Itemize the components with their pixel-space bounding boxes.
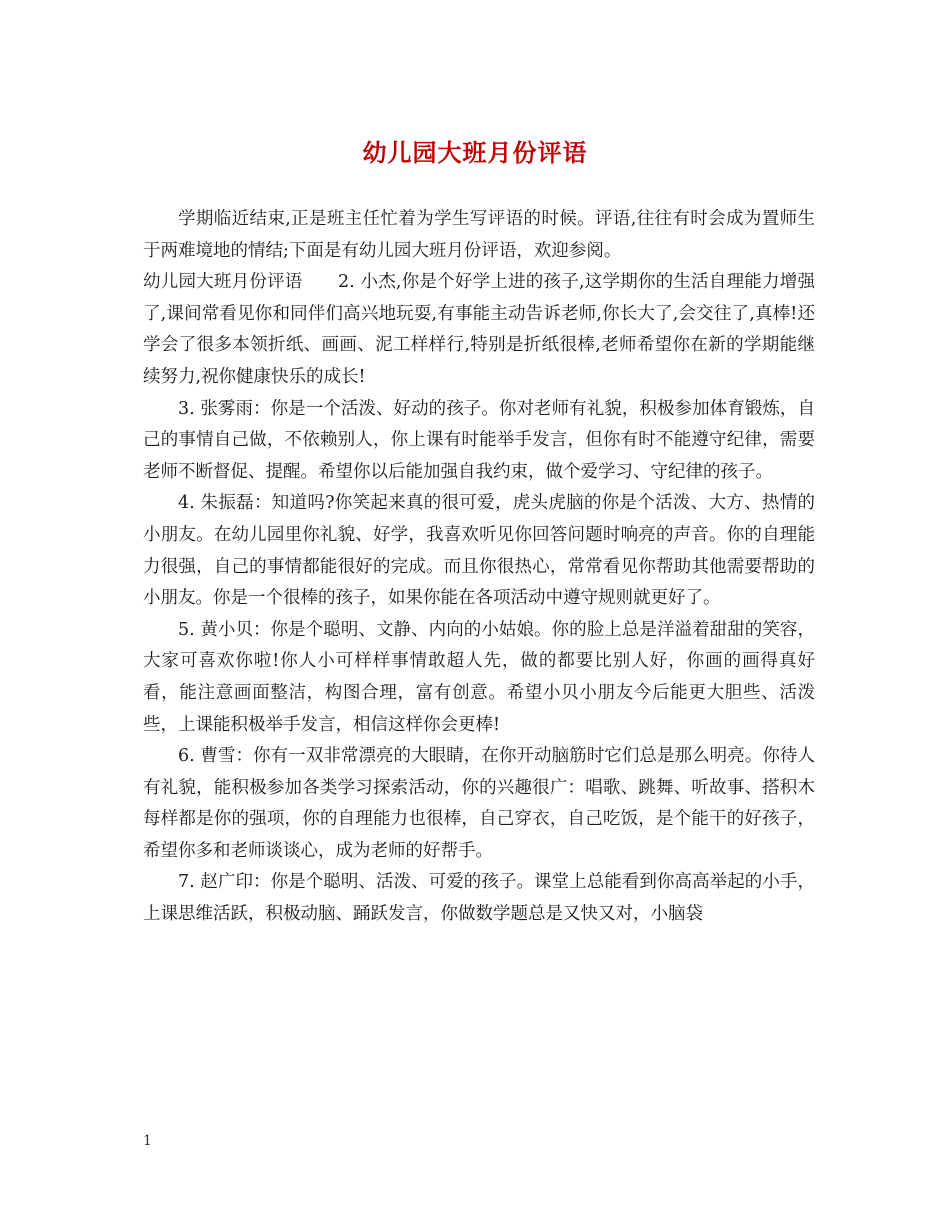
paragraph-comment-4: 4. 朱振磊：知道吗?你笑起来真的很可爱，虎头虎脑的你是个活泼、大方、热情的小朋友。在幼儿园里你礼貌、好学，我喜欢听见你回答问题时响亮的声音。你的自理能力很强，自己的事情都能很好的完成。而且你很热心，常常看见你帮助其他需要帮助的小朋友。你是一个很棒的孩子，如果你能在各项活动中遵守规则就更好了。 [143,493,815,609]
paragraph-comment-5: 5. 黄小贝：你是个聪明、文静、内向的小姑娘。你的脸上总是洋溢着甜甜的笑容，大家可喜欢你啦!你人小可样样事情敢超人先，做的都要比别人好，你画的画得真好看，能注意画面整洁，构图合理，富有创意。希望小贝小朋友今后能更大胆些、活泼些，上课能积极举手发言，相信这样你会更棒! [143,619,815,735]
page-number: 1 [143,1133,152,1149]
document-body [143,204,815,931]
paragraph-comment-7: 7. 赵广印：你是个聪明、活泼、可爱的孩子。课堂上总能看到你高高举起的小手，上课思维活跃，积极动脑、踊跃发言，你做数学题总是又快又对，小脑袋 [143,872,815,925]
paragraph-intro: 学期临近结束,正是班主任忙着为学生写评语的时候。评语,往往有时会成为置师生于两难境地的情结;下面是有幼儿园大班月份评语，欢迎参阅。 [143,209,815,261]
paragraph-comment-6: 6. 曹雪：你有一双非常漂亮的大眼睛，在你开动脑筋时它们总是那么明亮。你待人有礼貌，能积极参加各类学习探索活动，你的兴趣很广：唱歌、跳舞、听故事、搭积木每样都是你的强项，你的自理能力也很棒，自己穿衣，自己吃饭，是个能干的好孩子，希望你多和老师谈谈心，成为老师的好帮手。 [143,746,815,861]
document-title: 幼儿园大班月份评语 [362,138,588,167]
paragraph-comment-3: 3. 张雾雨：你是一个活泼、好动的孩子。你对老师有礼貌，积极参加体育锻炼，自己的事情自己做，不依赖别人，你上课有时能举手发言，但你有时不能遵守纪律，需要老师不断督促、提醒。希望你以后能加强自我约束，做个爱学习、守纪律的孩子。 [143,398,815,482]
paragraph-comment-2: 幼儿园大班月份评语 2. 小杰,你是个好学上进的孩子,这学期你的生活自理能力增强了,课间常看见你和同伴们高兴地玩耍,有事能主动告诉老师,你长大了,会交往了,真棒!还学会了很多本领折纸、画画、泥工样样行,特别是折纸很棒,老师希望你在新的学期能继续努力,祝你健康快乐的成长! [143,272,815,387]
